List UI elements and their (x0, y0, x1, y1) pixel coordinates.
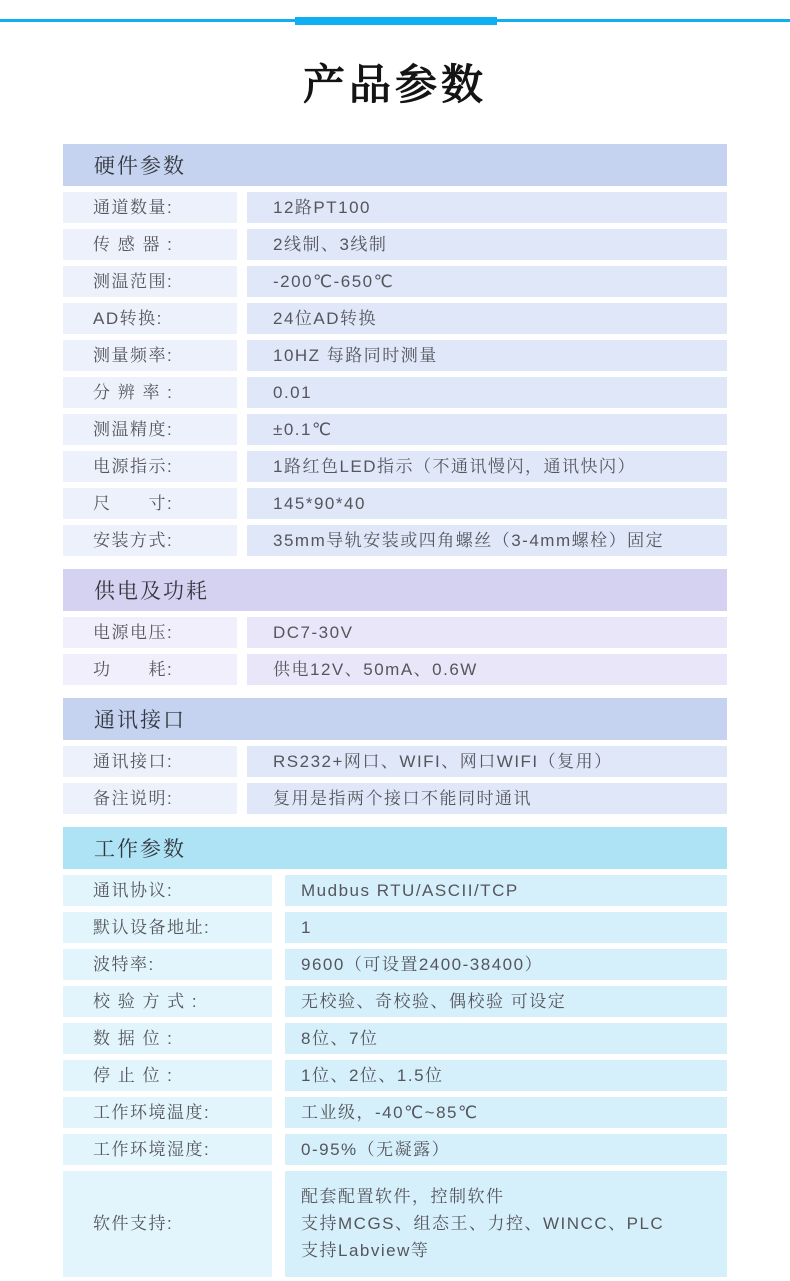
spec-label: 通讯接口: (63, 746, 237, 777)
table-row (63, 986, 727, 1017)
table-row (63, 1171, 727, 1277)
spec-value: ±0.1℃ (247, 414, 727, 445)
table-row (63, 783, 727, 814)
table-row (63, 1060, 727, 1091)
section-header: 通讯接口 (63, 698, 727, 740)
spec-value: 24位AD转换 (247, 303, 727, 334)
table-row (63, 525, 727, 556)
table-row (63, 912, 727, 943)
spec-label: 数 据 位 : (63, 1023, 272, 1054)
spec-table (63, 144, 727, 1277)
spec-value: 无校验、奇校验、偶校验 可设定 (285, 986, 727, 1017)
top-accent-bar (295, 17, 497, 25)
spec-value: -200℃-650℃ (247, 266, 727, 297)
spec-value: RS232+网口、WIFI、网口WIFI（复用） (247, 746, 727, 777)
software-support-line: 支持MCGS、组态王、力控、WINCC、PLC (301, 1214, 665, 1234)
table-row (63, 451, 727, 482)
spec-value (285, 1171, 727, 1277)
top-accent-rule (0, 17, 790, 25)
spec-label: AD转换: (63, 303, 237, 334)
spec-value: 复用是指两个接口不能同时通讯 (247, 783, 727, 814)
section-hardware (63, 144, 727, 556)
software-support-line: 配套配置软件，控制软件 (301, 1187, 505, 1206)
spec-label: 停 止 位 : (63, 1060, 272, 1091)
spec-value: 145*90*40 (247, 488, 727, 519)
spec-label: 测温范围: (63, 266, 237, 297)
spec-label: 软件支持: (63, 1171, 272, 1277)
software-support-line: 支持Labview等 (301, 1241, 430, 1261)
spec-value: 供电12V、50mA、0.6W (247, 654, 727, 685)
spec-label: 安装方式: (63, 525, 237, 556)
spec-label: 工作环境温度: (63, 1097, 272, 1128)
table-row (63, 340, 727, 371)
table-row (63, 617, 727, 648)
table-row (63, 875, 727, 906)
spec-label: 电源电压: (63, 617, 237, 648)
spec-label: 分 辨 率 : (63, 377, 237, 408)
spec-label: 电源指示: (63, 451, 237, 482)
table-row (63, 654, 727, 685)
spec-value: 1 (285, 912, 727, 943)
table-row (63, 377, 727, 408)
spec-value: Mudbus RTU/ASCII/TCP (285, 875, 727, 906)
table-row (63, 949, 727, 980)
spec-label: 通讯协议: (63, 875, 272, 906)
spec-label: 校 验 方 式 : (63, 986, 272, 1017)
spec-value: 0-95%（无凝露） (285, 1134, 727, 1165)
spec-label: 测量频率: (63, 340, 237, 371)
spec-label: 波特率: (63, 949, 272, 980)
spec-label: 备注说明: (63, 783, 237, 814)
table-row (63, 192, 727, 223)
table-row (63, 746, 727, 777)
table-row (63, 1097, 727, 1128)
spec-label: 传 感 器 : (63, 229, 237, 260)
table-row (63, 1134, 727, 1165)
spec-value: 1路红色LED指示（不通讯慢闪，通讯快闪） (247, 451, 727, 482)
spec-label: 功 耗: (63, 654, 237, 685)
spec-label: 尺 寸: (63, 488, 237, 519)
section-header: 供电及功耗 (63, 569, 727, 611)
table-row (63, 229, 727, 260)
section-header: 工作参数 (63, 827, 727, 869)
table-row (63, 303, 727, 334)
spec-value: DC7-30V (247, 617, 727, 648)
spec-value: 2线制、3线制 (247, 229, 727, 260)
table-row (63, 1023, 727, 1054)
spec-value: 0.01 (247, 377, 727, 408)
spec-value: 9600（可设置2400-38400） (285, 949, 727, 980)
table-row (63, 414, 727, 445)
spec-value: 10HZ 每路同时测量 (247, 340, 727, 371)
page-title: 产品参数 (302, 61, 487, 108)
section-power (63, 569, 727, 685)
spec-label: 工作环境湿度: (63, 1134, 272, 1165)
section-working-params (63, 827, 727, 1277)
spec-label: 默认设备地址: (63, 912, 272, 943)
spec-label: 通道数量: (63, 192, 237, 223)
section-header: 硬件参数 (63, 144, 727, 186)
spec-value: 35mm导轨安装或四角螺丝（3-4mm螺栓）固定 (247, 525, 727, 556)
table-row (63, 266, 727, 297)
spec-value: 工业级，-40℃~85℃ (285, 1097, 727, 1128)
spec-label: 测温精度: (63, 414, 237, 445)
section-comm-interface (63, 698, 727, 814)
table-row (63, 488, 727, 519)
spec-value: 8位、7位 (285, 1023, 727, 1054)
spec-value: 1位、2位、1.5位 (285, 1060, 727, 1091)
spec-value: 12路PT100 (247, 192, 727, 223)
